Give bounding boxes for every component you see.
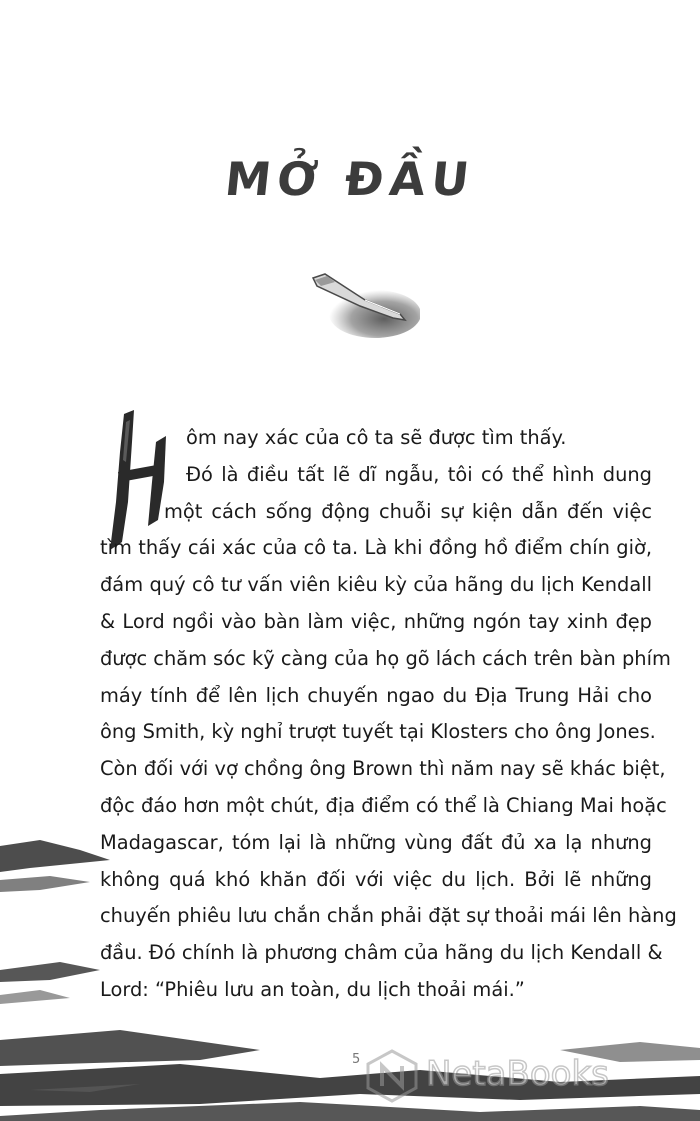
netabooks-logo-icon [364, 1048, 420, 1104]
text-line: một cách sống động chuỗi sự kiện dẫn đến việc [164, 499, 652, 523]
text-line: Còn đối với vợ chồng ông Brown thì năm nay sẽ khác biệt, [100, 757, 666, 781]
text-line: đầu. Đó chính là phương châm của hãng du lịch Kendall & [100, 941, 663, 965]
scalpel-icon [305, 268, 420, 340]
text-line: tìm thấy cái xác của cô ta. Là khi đồng hồ điểm chín giờ, [100, 536, 652, 560]
text-line: ôm nay xác của cô ta sẽ được tìm thấy. [186, 426, 567, 449]
page-number: 5 [352, 1052, 361, 1067]
text-line: độc đáo hơn một chút, địa điểm có thể là Chiang Mai hoặc [100, 793, 667, 817]
text-line: Đó là điều tất lẽ dĩ ngẫu, tôi có thể hình dung [186, 462, 652, 486]
text-line: Lord: “Phiêu lưu an toàn, du lịch thoải mái.” [100, 977, 525, 1001]
text-line: không quá khó khăn đối với việc du lịch. Bởi lẽ những [100, 867, 652, 891]
text-line: & Lord ngồi vào bàn làm việc, những ngón tay xinh đẹp [100, 609, 652, 633]
text-line: Madagascar, tóm lại là những vùng đất đủ xa lạ nhưng [100, 830, 652, 854]
chapter-title: MỞ ĐẦU [222, 152, 478, 206]
text-line: ông Smith, kỳ nghỉ trượt tuyết tại Klosters cho ông Jones. [100, 720, 656, 744]
chapter-body-text [100, 420, 677, 1009]
text-line: chuyến phiêu lưu chắn chắn phải đặt sự thoải mái lên hàng [100, 904, 677, 928]
text-line: được chăm sóc kỹ càng của họ gõ lách cách trên bàn phím [100, 646, 671, 670]
watermark-text: NetaBooks [426, 1054, 609, 1094]
text-line: đám quý cô tư vấn viên kiêu kỳ của hãng du lịch Kendall [100, 573, 652, 597]
netabooks-watermark [364, 1048, 664, 1104]
text-line: máy tính để lên lịch chuyến ngao du Địa Trung Hải cho [100, 683, 652, 707]
